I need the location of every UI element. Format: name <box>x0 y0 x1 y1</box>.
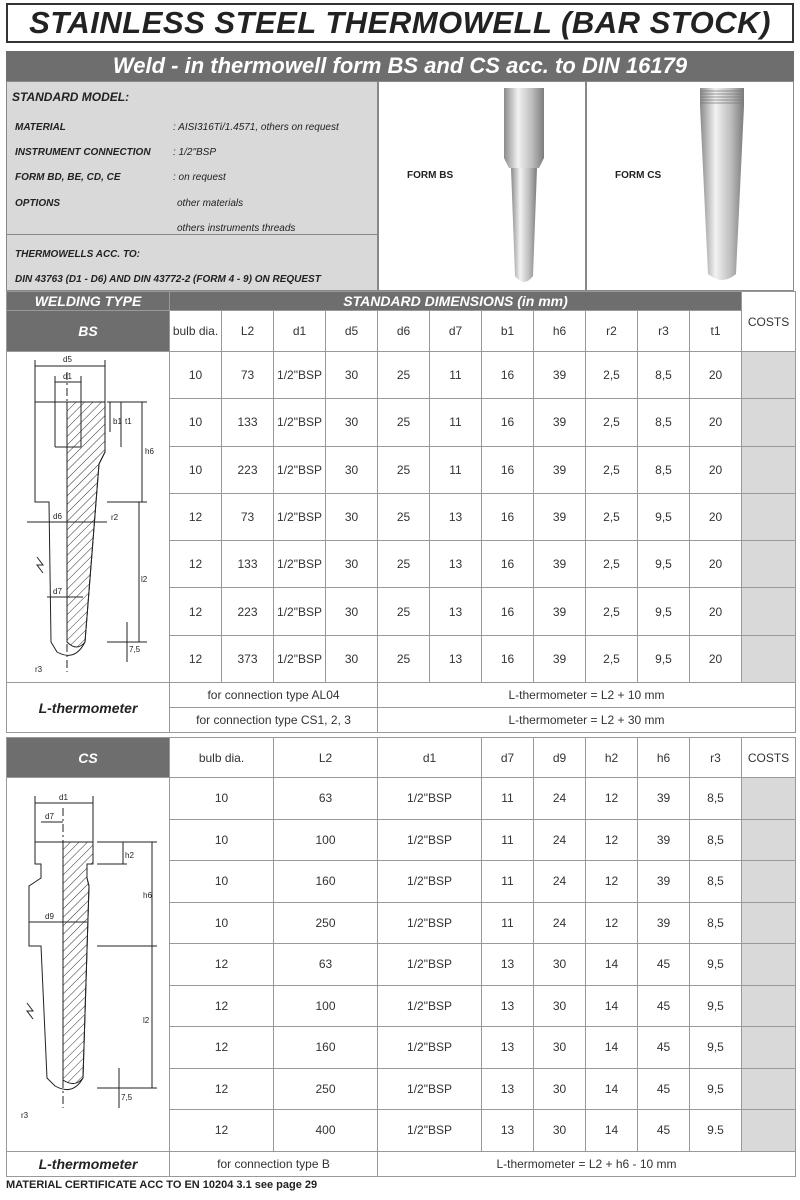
table-cell: 39 <box>638 861 690 903</box>
table-cell: 12 <box>586 778 638 820</box>
table-cell: 45 <box>638 1027 690 1069</box>
cost-cell <box>742 541 796 588</box>
welding-type-header: WELDING TYPE <box>7 292 170 311</box>
cost-cell <box>742 399 796 446</box>
table-cell: 12 <box>170 541 222 588</box>
table-cell: 1/2"BSP <box>274 588 326 635</box>
table-cell: 30 <box>534 985 586 1027</box>
table-cell: 45 <box>638 944 690 986</box>
table-cell: 9.5 <box>690 1110 742 1152</box>
table-cell: 1/2"BSP <box>378 819 482 861</box>
bs-col-header: t1 <box>690 311 742 352</box>
table-cell: 16 <box>482 541 534 588</box>
page-title: STAINLESS STEEL THERMOWELL (BAR STOCK) <box>6 3 794 43</box>
table-cell: 9,5 <box>690 985 742 1027</box>
table-cell: 10 <box>170 778 274 820</box>
table-cell: 39 <box>534 352 586 399</box>
table-cell: 8,5 <box>638 399 690 446</box>
table-cell: 100 <box>274 819 378 861</box>
panel-divider <box>7 234 377 235</box>
table-cell: 14 <box>586 1110 638 1152</box>
cost-cell <box>742 635 796 682</box>
table-cell: 9,5 <box>690 1027 742 1069</box>
table-cell: 1/2"BSP <box>378 1110 482 1152</box>
table-cell: 1/2"BSP <box>378 944 482 986</box>
table-cell: 9,5 <box>690 1068 742 1110</box>
table-cell: 16 <box>482 446 534 493</box>
table-cell: 10 <box>170 819 274 861</box>
bs-drawing-cell <box>7 352 170 683</box>
table-cell: 1/2"BSP <box>274 352 326 399</box>
bs-lthermo-formula: L-thermometer = L2 + 30 mm <box>378 708 796 733</box>
table-cell: 1/2"BSP <box>274 635 326 682</box>
table-cell: 2,5 <box>586 493 638 540</box>
table-cell: 24 <box>534 902 586 944</box>
table-cell: 9,5 <box>690 944 742 986</box>
table-cell: 14 <box>586 1068 638 1110</box>
cost-cell <box>742 861 796 903</box>
label-7-5: 7,5 <box>129 645 141 654</box>
label-b1: b1 <box>113 417 122 426</box>
label-d7: d7 <box>53 587 62 596</box>
table-cell: 11 <box>430 352 482 399</box>
table-cell: 8,5 <box>690 861 742 903</box>
bs-costs-header: COSTS <box>742 292 796 352</box>
table-cell: 12 <box>170 944 274 986</box>
cost-cell <box>742 819 796 861</box>
label-l2: l2 <box>141 575 148 584</box>
table-cell: 39 <box>534 399 586 446</box>
table-cell: 20 <box>690 541 742 588</box>
table-cell: 30 <box>326 541 378 588</box>
table-cell: 16 <box>482 588 534 635</box>
table-cell: 39 <box>638 902 690 944</box>
spec-key-connection: INSTRUMENT CONNECTION <box>15 147 151 158</box>
cs-lthermometer-label: L-thermometer <box>7 1151 170 1176</box>
cs-col-header: L2 <box>274 738 378 778</box>
table-cell: 1/2"BSP <box>378 1027 482 1069</box>
spec-value-options-2: others instruments threads <box>177 223 296 234</box>
table-cell: 30 <box>326 635 378 682</box>
bs-col-header: b1 <box>482 311 534 352</box>
cs-drawing-cell <box>7 778 170 1152</box>
form-cs-image-box <box>586 81 794 291</box>
cs-col-header: bulb dia. <box>170 738 274 778</box>
table-cell: 2,5 <box>586 635 638 682</box>
cs-col-header: h2 <box>586 738 638 778</box>
label-r3: r3 <box>21 1111 29 1120</box>
bs-col-header: h6 <box>534 311 586 352</box>
table-cell: 25 <box>378 352 430 399</box>
table-cell: 11 <box>482 902 534 944</box>
table-cell: 63 <box>274 944 378 986</box>
table-cell: 13 <box>482 985 534 1027</box>
table-cell: 20 <box>690 588 742 635</box>
table-cell: 12 <box>170 588 222 635</box>
table-cell: 1/2"BSP <box>274 541 326 588</box>
table-cell: 25 <box>378 541 430 588</box>
table-cell: 1/2"BSP <box>274 493 326 540</box>
table-cell: 12 <box>170 1110 274 1152</box>
table-cell: 13 <box>482 1068 534 1110</box>
table-cell: 100 <box>274 985 378 1027</box>
bs-col-header: r3 <box>638 311 690 352</box>
table-cell: 25 <box>378 446 430 493</box>
spec-key-material: MATERIAL <box>15 122 66 133</box>
table-cell: 30 <box>326 352 378 399</box>
cs-dimensions-table <box>6 737 796 1177</box>
table-cell: 160 <box>274 861 378 903</box>
table-cell: 20 <box>690 352 742 399</box>
table-cell: 73 <box>222 493 274 540</box>
table-cell: 39 <box>534 541 586 588</box>
cs-col-header: r3 <box>690 738 742 778</box>
table-cell: 12 <box>586 819 638 861</box>
bs-col-header: bulb dia. <box>170 311 222 352</box>
table-cell: 223 <box>222 588 274 635</box>
cs-col-header: d9 <box>534 738 586 778</box>
cs-col-header: d1 <box>378 738 482 778</box>
table-cell: 45 <box>638 1110 690 1152</box>
table-cell: 39 <box>534 588 586 635</box>
table-cell: 8,5 <box>690 902 742 944</box>
table-cell: 16 <box>482 635 534 682</box>
table-cell: 2,5 <box>586 588 638 635</box>
cs-col-header: h6 <box>638 738 690 778</box>
table-cell: 12 <box>586 902 638 944</box>
spec-key-options: OPTIONS <box>15 198 61 209</box>
table-cell: 39 <box>638 778 690 820</box>
table-cell: 63 <box>274 778 378 820</box>
label-t1: t1 <box>125 417 132 426</box>
cs-col-header: d7 <box>482 738 534 778</box>
table-cell: 25 <box>378 493 430 540</box>
table-cell: 45 <box>638 1068 690 1110</box>
table-row <box>7 352 796 399</box>
label-h6: h6 <box>145 447 154 456</box>
table-cell: 2,5 <box>586 446 638 493</box>
table-cell: 13 <box>430 588 482 635</box>
table-cell: 16 <box>482 493 534 540</box>
table-cell: 13 <box>482 1110 534 1152</box>
label-d6: d6 <box>53 512 62 521</box>
bs-col-header: r2 <box>586 311 638 352</box>
table-cell: 11 <box>482 778 534 820</box>
standard-model-panel <box>6 81 378 291</box>
label-r2: r2 <box>111 513 119 522</box>
table-cell: 8,5 <box>690 778 742 820</box>
table-cell: 39 <box>534 635 586 682</box>
table-cell: 10 <box>170 446 222 493</box>
table-cell: 12 <box>170 635 222 682</box>
cs-technical-drawing <box>7 778 167 1148</box>
table-cell: 14 <box>586 944 638 986</box>
table-cell: 9,5 <box>638 541 690 588</box>
table-cell: 16 <box>482 352 534 399</box>
table-cell: 12 <box>170 1027 274 1069</box>
table-cell: 25 <box>378 399 430 446</box>
bs-lthermo-formula: L-thermometer = L2 + 10 mm <box>378 683 796 708</box>
label-d5: d5 <box>63 355 72 364</box>
table-cell: 73 <box>222 352 274 399</box>
table-cell: 24 <box>534 819 586 861</box>
table-cell: 133 <box>222 399 274 446</box>
table-cell: 30 <box>326 493 378 540</box>
table-cell: 9,5 <box>638 493 690 540</box>
table-cell: 25 <box>378 635 430 682</box>
label-r3: r3 <box>35 665 43 674</box>
table-cell: 9,5 <box>638 588 690 635</box>
spec-value-material: : AISI316Ti/1.4571, others on request <box>173 122 339 133</box>
table-cell: 1/2"BSP <box>378 778 482 820</box>
table-cell: 1/2"BSP <box>274 399 326 446</box>
table-cell: 10 <box>170 399 222 446</box>
table-cell: 10 <box>170 352 222 399</box>
table-cell: 11 <box>430 446 482 493</box>
label-l2: l2 <box>143 1016 150 1025</box>
acc-text: DIN 43763 (D1 - D6) AND DIN 43772-2 (FORM 4 - 9) ON REQUEST <box>15 274 321 285</box>
table-cell: 1/2"BSP <box>274 446 326 493</box>
table-cell: 12 <box>170 1068 274 1110</box>
table-cell: 250 <box>274 1068 378 1110</box>
cost-cell <box>742 778 796 820</box>
table-cell: 11 <box>482 819 534 861</box>
table-cell: 14 <box>586 1027 638 1069</box>
table-cell: 1/2"BSP <box>378 902 482 944</box>
table-cell: 12 <box>586 861 638 903</box>
bs-col-header: d5 <box>326 311 378 352</box>
table-cell: 24 <box>534 778 586 820</box>
label-d9: d9 <box>45 912 54 921</box>
cs-lthermo-conn: for connection type B <box>170 1151 378 1176</box>
bs-lthermo-conn: for connection type CS1, 2, 3 <box>170 708 378 733</box>
table-cell: 9,5 <box>638 635 690 682</box>
cs-type-label: CS <box>7 738 170 778</box>
form-bs-image-box <box>378 81 586 291</box>
standard-model-heading: STANDARD MODEL: <box>12 90 130 104</box>
table-cell: 20 <box>690 399 742 446</box>
cs-costs-header: COSTS <box>742 738 796 778</box>
table-cell: 39 <box>638 819 690 861</box>
bs-col-header: d6 <box>378 311 430 352</box>
label-d7: d7 <box>45 812 54 821</box>
table-cell: 2,5 <box>586 399 638 446</box>
table-cell: 24 <box>534 861 586 903</box>
table-cell: 30 <box>534 1068 586 1110</box>
table-cell: 12 <box>170 985 274 1027</box>
footer-note: MATERIAL CERTIFICATE ACC TO EN 10204 3.1 see page 29 <box>6 1179 318 1191</box>
bs-col-header: L2 <box>222 311 274 352</box>
table-cell: 11 <box>482 861 534 903</box>
table-cell: 20 <box>690 635 742 682</box>
table-cell: 45 <box>638 985 690 1027</box>
table-cell: 14 <box>586 985 638 1027</box>
bs-dimensions-table <box>6 291 796 733</box>
table-cell: 250 <box>274 902 378 944</box>
bs-technical-drawing <box>7 352 167 682</box>
table-cell: 373 <box>222 635 274 682</box>
table-cell: 133 <box>222 541 274 588</box>
table-cell: 13 <box>430 541 482 588</box>
table-cell: 20 <box>690 446 742 493</box>
table-cell: 13 <box>482 944 534 986</box>
table-cell: 30 <box>326 446 378 493</box>
table-cell: 2,5 <box>586 541 638 588</box>
form-bs-label: FORM BS <box>407 170 454 181</box>
bs-lthermometer-label: L-thermometer <box>7 683 170 733</box>
table-cell: 13 <box>430 635 482 682</box>
table-cell: 400 <box>274 1110 378 1152</box>
form-cs-photo <box>692 86 752 286</box>
label-h2: h2 <box>125 851 134 860</box>
table-row <box>7 778 796 820</box>
cost-cell <box>742 1027 796 1069</box>
acc-heading: THERMOWELLS ACC. TO: <box>15 249 140 260</box>
standard-dimensions-header: STANDARD DIMENSIONS (in mm) <box>170 292 742 311</box>
label-h6: h6 <box>143 891 152 900</box>
cost-cell <box>742 1110 796 1152</box>
table-cell: 30 <box>326 399 378 446</box>
table-cell: 30 <box>326 588 378 635</box>
table-cell: 2,5 <box>586 352 638 399</box>
bs-col-header: d7 <box>430 311 482 352</box>
bs-lthermo-conn: for connection type AL04 <box>170 683 378 708</box>
spec-value-options: other materials <box>177 198 244 209</box>
table-cell: 10 <box>170 861 274 903</box>
cost-cell <box>742 352 796 399</box>
table-cell: 30 <box>534 1027 586 1069</box>
cost-cell <box>742 985 796 1027</box>
table-cell: 30 <box>534 1110 586 1152</box>
cs-lthermo-formula: L-thermometer = L2 + h6 - 10 mm <box>378 1151 796 1176</box>
label-d1: d1 <box>63 372 72 381</box>
table-cell: 8,5 <box>638 446 690 493</box>
cost-cell <box>742 944 796 986</box>
cost-cell <box>742 1068 796 1110</box>
table-cell: 1/2"BSP <box>378 985 482 1027</box>
form-bs-photo <box>489 88 559 288</box>
cost-cell <box>742 446 796 493</box>
table-cell: 13 <box>430 493 482 540</box>
label-d1: d1 <box>59 793 68 802</box>
label-7-5: 7,5 <box>121 1093 133 1102</box>
table-cell: 8,5 <box>638 352 690 399</box>
table-cell: 223 <box>222 446 274 493</box>
table-cell: 39 <box>534 493 586 540</box>
form-cs-label: FORM CS <box>615 170 662 181</box>
cost-cell <box>742 902 796 944</box>
table-cell: 12 <box>170 493 222 540</box>
table-cell: 160 <box>274 1027 378 1069</box>
table-cell: 13 <box>482 1027 534 1069</box>
spec-key-forms: FORM BD, BE, CD, CE <box>15 172 121 183</box>
table-cell: 20 <box>690 493 742 540</box>
table-cell: 30 <box>534 944 586 986</box>
cost-cell <box>742 493 796 540</box>
spec-value-connection: : 1/2"BSP <box>173 147 217 158</box>
bs-type-label: BS <box>7 311 170 352</box>
table-cell: 8,5 <box>690 819 742 861</box>
table-cell: 10 <box>170 902 274 944</box>
table-cell: 25 <box>378 588 430 635</box>
subtitle-band: Weld - in thermowell form BS and CS acc. to DIN 16179 <box>6 51 794 81</box>
spec-value-forms: : on request <box>173 172 226 183</box>
table-cell: 11 <box>430 399 482 446</box>
table-cell: 39 <box>534 446 586 493</box>
table-cell: 16 <box>482 399 534 446</box>
bs-col-header: d1 <box>274 311 326 352</box>
table-cell: 1/2"BSP <box>378 1068 482 1110</box>
cost-cell <box>742 588 796 635</box>
table-cell: 1/2"BSP <box>378 861 482 903</box>
